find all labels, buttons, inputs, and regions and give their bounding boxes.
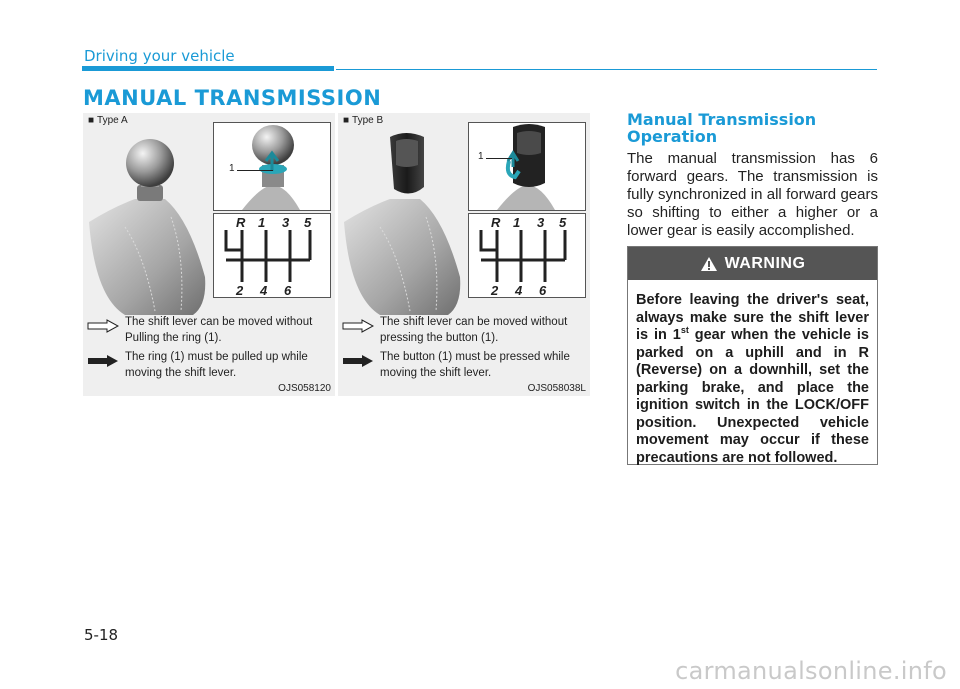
section-subheading: Manual Transmission Operation <box>627 110 817 146</box>
callout-leader-line <box>237 170 273 171</box>
gear-4-label: 4 <box>260 283 268 298</box>
page-title: MANUAL TRANSMISSION <box>83 86 382 110</box>
outline-arrow-icon <box>342 319 374 333</box>
button-press-detail-illustration <box>468 122 586 211</box>
gear-4-label: 4 <box>515 283 523 298</box>
filled-arrow-icon <box>342 354 374 368</box>
figure-code-a: OJS058120 <box>278 383 331 394</box>
warning-box <box>627 246 878 465</box>
shift-knob-button-illustration <box>340 127 468 317</box>
gear-6-label: 6 <box>539 283 547 298</box>
caption-type-b-press-button: The button (1) must be pressed while moving the shift lever. <box>380 351 570 379</box>
section-body-text: The manual transmission has 6 forward gears. The transmission is fully synchronized in all forward gears so shifting to either a higher or a lower gear is easily accomplished. <box>627 150 878 239</box>
gear-3-label: 3 <box>282 215 290 230</box>
warning-triangle-icon <box>700 256 718 272</box>
warning-heading: WARNING <box>724 254 806 272</box>
shift-pattern-diagram <box>468 213 586 298</box>
caption-type-b-no-press: The shift lever can be moved without pressing the button (1). <box>380 316 568 344</box>
gear-5-label: 5 <box>304 215 312 230</box>
shift-knob-ball-illustration <box>85 127 213 317</box>
watermark: carmanualsonline.info <box>675 657 947 685</box>
type-b-label: Type B <box>352 115 384 126</box>
gear-r-label: R <box>491 215 501 230</box>
page-number: 5-18 <box>84 626 119 644</box>
warning-text-after: gear when the vehicle is parked on a uphill and in R (Reverse) on a downhill, set the parking brake, and place the ignition switch in the LOCK/OFF position. Unexpected vehicle movement may occur if these precautions are not followed. <box>636 327 869 466</box>
gear-1-label: 1 <box>513 215 521 230</box>
callout-leader-line <box>486 158 512 159</box>
header-rule-thin <box>336 69 877 70</box>
figure-panel-type-a <box>83 113 335 396</box>
gear-1-label: 1 <box>258 215 266 230</box>
section-header: Driving your vehicle <box>84 47 235 65</box>
gear-5-label: 5 <box>559 215 567 230</box>
gear-2-label: 2 <box>236 283 244 298</box>
filled-arrow-icon <box>87 354 119 368</box>
type-label: ■ Type A <box>88 115 128 126</box>
outline-arrow-icon <box>87 319 119 333</box>
header-rule-thick <box>82 66 334 71</box>
gear-3-label: 3 <box>537 215 545 230</box>
warning-text-before: Before leaving the driver's seat, always make sure the shift lever is in 1 <box>636 292 869 343</box>
type-label: ■ Type B <box>343 115 384 126</box>
gear-2-label: 2 <box>491 283 499 298</box>
callout-number: 1 <box>478 151 484 162</box>
warning-superscript: st <box>680 325 689 336</box>
warning-header <box>628 247 877 280</box>
type-a-label: Type A <box>97 115 128 126</box>
warning-text <box>636 292 869 467</box>
caption-type-a-no-pull: The shift lever can be moved without Pulling the ring (1). <box>125 316 313 344</box>
figure-panel-type-b <box>338 113 590 396</box>
shift-pattern-diagram <box>213 213 331 298</box>
gear-6-label: 6 <box>284 283 292 298</box>
figure-code-b: OJS058038L <box>527 383 586 394</box>
callout-number: 1 <box>229 163 235 174</box>
caption-type-a-pull-ring: The ring (1) must be pulled up while moving the shift lever. <box>125 351 308 379</box>
gear-r-label: R <box>236 215 246 230</box>
